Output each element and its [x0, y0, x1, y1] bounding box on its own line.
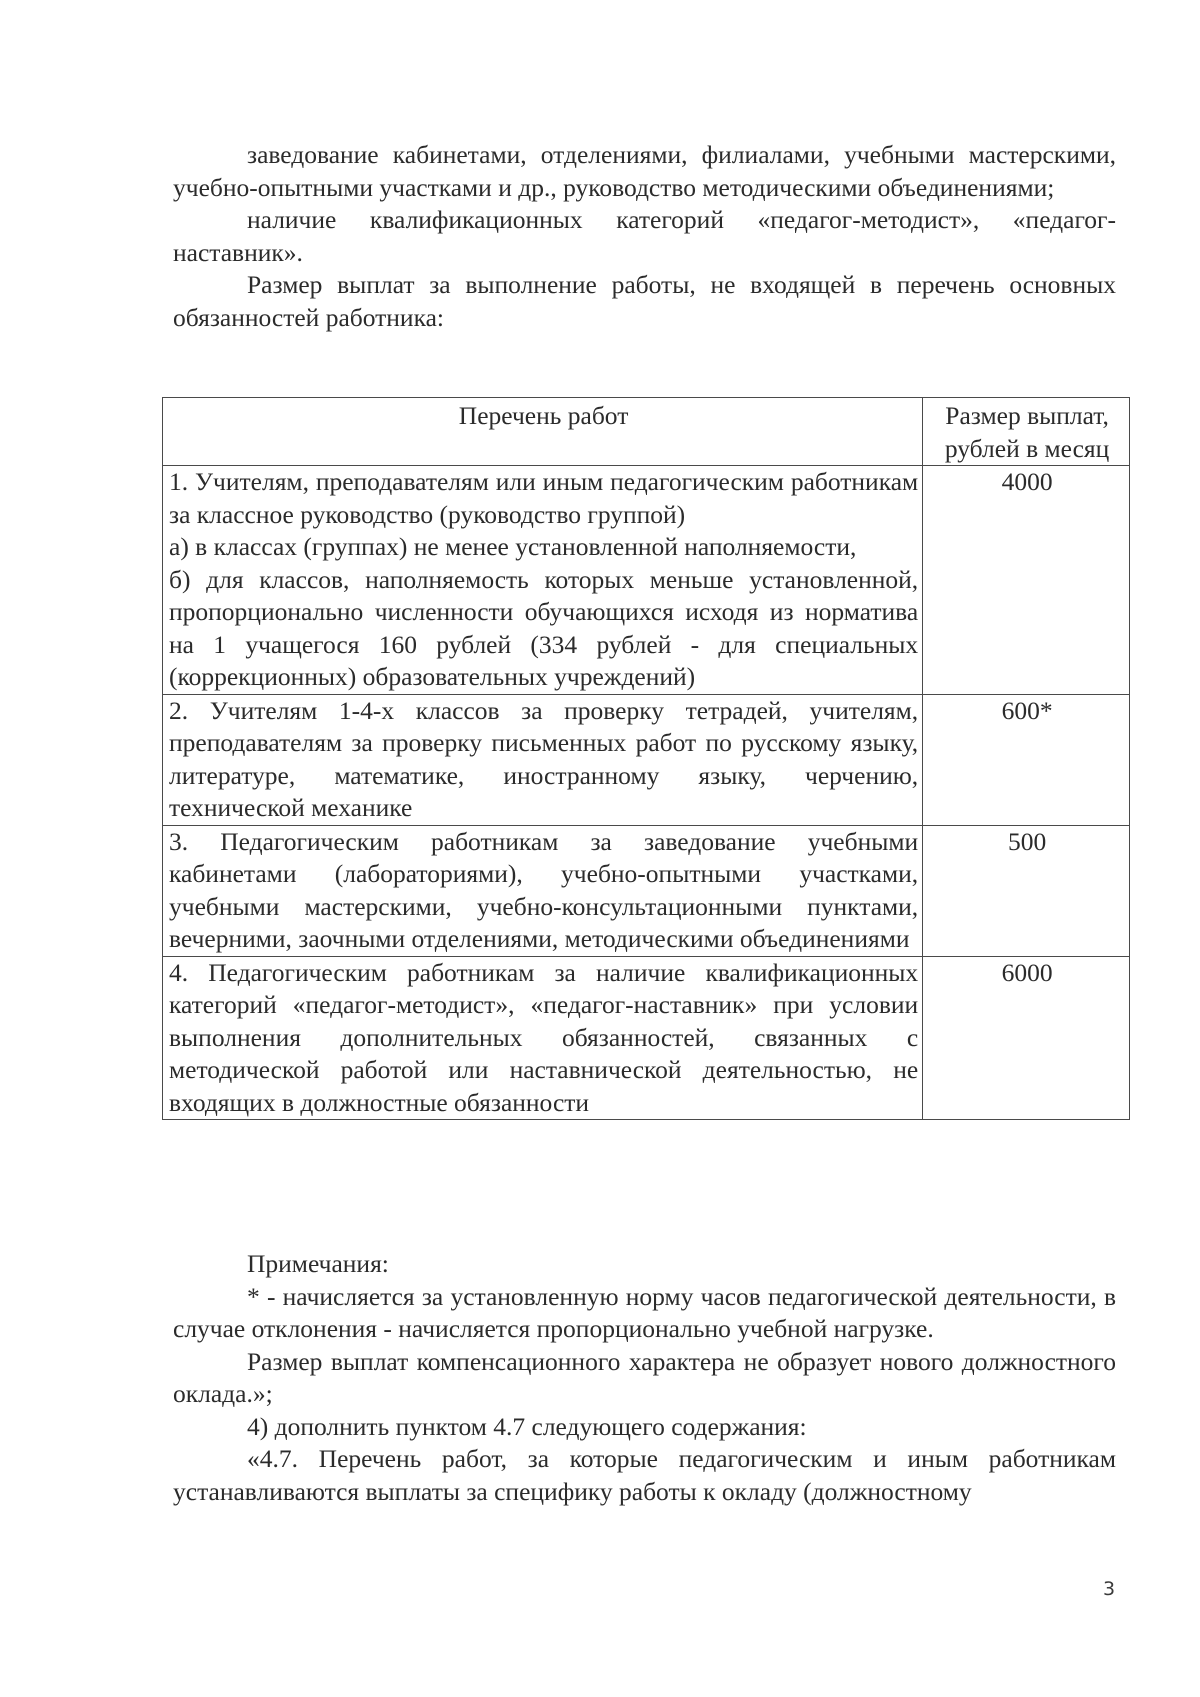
amount-cell: 4000: [923, 466, 1130, 695]
amount-cell: 500: [923, 825, 1130, 956]
work-line: 3. Педагогическим работникам за заведование учебными кабинетами (лабораториями), учебно-опытными участками, учебными мастерскими, учебно-консультационными пунктами, вечерними, заочными отделениями, методическими объединениями: [169, 826, 919, 953]
page-number: 3: [1103, 1578, 1116, 1600]
work-line: б) для классов, наполняемость которых меньше установленной, пропорционально численности обучающихся исходя из норматива на 1 учащегося 160 рублей (334 рублей - для специальных (коррекционных) образовательных учреждений): [169, 564, 919, 691]
work-cell: [163, 956, 923, 1120]
header-payment-amount: Размер выплат, рублей в месяц: [923, 398, 1130, 466]
notes-heading: Примечания:: [247, 1249, 389, 1278]
work-line: 1. Учителям, преподавателям или иным педагогическим работникам за классное руководство (руководство группой): [169, 467, 919, 529]
table-row: [163, 694, 1130, 825]
intro-paragraph-1: заведование кабинетами, отделениями, филиалами, учебными мастерскими, учебно-опытными участками и др., руководство методическими объединениями;: [173, 140, 1116, 202]
work-cell: [163, 694, 923, 825]
work-cell: [163, 466, 923, 695]
work-line: 4. Педагогическим работникам за наличие квалификационных категорий «педагог-методист», «педагог-наставник» при условии выполнения дополнительных обязанностей, связанных с методической работой или наставнической деятельностью, не входящих в должностные обязанности: [169, 957, 919, 1117]
table-row: [163, 956, 1130, 1120]
notes-paragraph-2: 4) дополнить пунктом 4.7 следующего содержания:: [247, 1411, 807, 1441]
notes-paragraph-1: Размер выплат компенсационного характера не образует нового должностного оклада.»;: [173, 1346, 1116, 1408]
intro-paragraph-2: наличие квалификационных категорий «педагог-методист», «педагог-наставник».: [173, 205, 1116, 267]
header-work-list: Перечень работ: [163, 398, 923, 466]
notes-text: [173, 1248, 1116, 1508]
notes-asterisk: * - начисляется за установленную норму часов педагогической деятельности, в случае отклонения - начисляется пропорционально учебной нагрузке.: [173, 1281, 1116, 1343]
payments-table: [162, 397, 1130, 1120]
work-line: 2. Учителям 1-4-х классов за проверку тетрадей, учителям, преподавателям за проверку письменных работ по русскому языку, литературе, математике, иностранному языку, черчению, технической механике: [169, 695, 919, 822]
work-line: а) в классах (группах) не менее установленной наполняемости,: [169, 532, 857, 561]
notes-paragraph-3: «4.7. Перечень работ, за которые педагогическим и иным работникам устанавливаются выплаты за специфику работы к окладу (должностному: [173, 1444, 1116, 1506]
table-row: [163, 466, 1130, 695]
table-header-row: [163, 398, 1130, 466]
intro-paragraph-3: Размер выплат за выполнение работы, не входящей в перечень основных обязанностей работника:: [173, 270, 1116, 332]
amount-cell: 600*: [923, 694, 1130, 825]
table-row: [163, 825, 1130, 956]
amount-cell: 6000: [923, 956, 1130, 1120]
work-cell: [163, 825, 923, 956]
intro-text: [173, 139, 1116, 334]
